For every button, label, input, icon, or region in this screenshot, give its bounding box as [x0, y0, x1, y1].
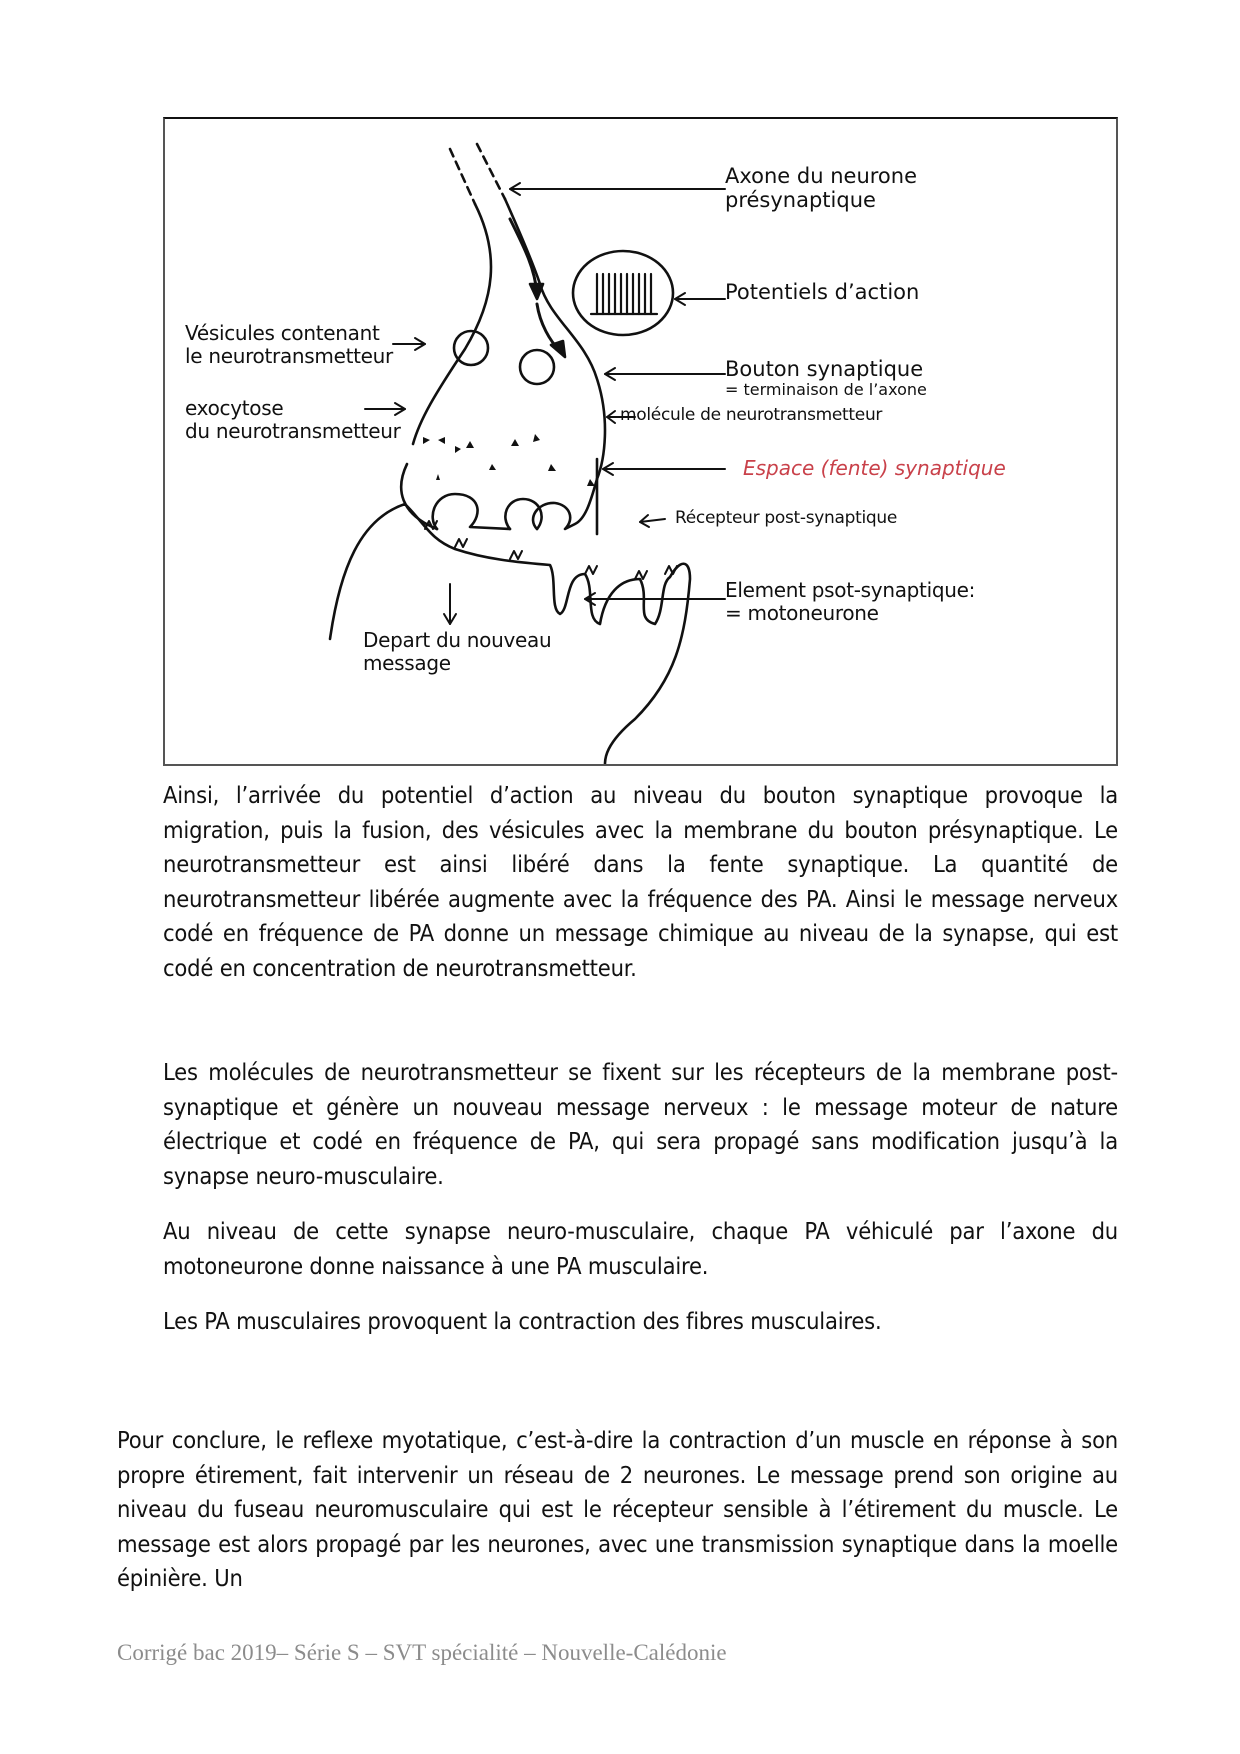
synapse-diagram — [163, 117, 1118, 766]
label-element-post-synaptique: Element psot-synaptique: = motoneurone — [725, 578, 976, 625]
label-espace-synaptique: Espace (fente) synaptique — [743, 456, 1006, 480]
label-recepteur-post-synaptique: Récepteur post-synaptique — [675, 508, 898, 528]
label-exocytose: exocytose du neurotransmetteur — [185, 396, 401, 443]
paragraph-synapse-neuro-musculaire: Au niveau de cette synapse neuro-musculaire, chaque PA véhiculé par l’axone du motoneurone donne naissance à une PA musculaire. — [163, 1217, 1118, 1280]
label-potentiels-action: Potentiels d’action — [725, 280, 920, 304]
page-footer: Corrigé bac 2019– Série S – SVT spécialité – Nouvelle-Calédonie — [117, 1640, 727, 1665]
label-vesicules: Vésicules contenant le neurotransmetteur — [185, 321, 393, 368]
label-molecule-neurotransmetteur: molécule de neurotransmetteur — [620, 405, 883, 425]
paragraph-recepteurs-post-synaptiques: Les molécules de neurotransmetteur se fixent sur les récepteurs de la membrane post-synaptique et génère un nouveau message nerveux : le message moteur de nature électrique et codé en fréquence de PA, qui sera propagé sans modification jusqu’à la synapse neuro-musculaire. — [163, 1058, 1118, 1190]
label-depart-nouveau-message: Depart du nouveau message — [363, 628, 552, 675]
label-axone-presynaptique: Axone du neurone présynaptique — [725, 164, 918, 213]
paragraph-contraction-fibres: Les PA musculaires provoquent la contraction des fibres musculaires. — [163, 1307, 882, 1335]
paragraph-liberation-neurotransmetteur: Ainsi, l’arrivée du potentiel d’action au niveau du bouton synaptique provoque la migration, puis la fusion, des vésicules avec la membrane du bouton présynaptique. Le neurotransmetteur est ainsi libéré dans la fente synaptique. La quantité de neurotransmetteur libérée augmente avec la fréquence des PA. Ainsi le message nerveux codé en fréquence de PA donne un message chimique au niveau de la synapse, qui est codé en concentration de neurotransmetteur. — [163, 781, 1118, 982]
label-bouton-synaptique: Bouton synaptique = terminaison de l’axone — [725, 357, 927, 400]
paragraph-conclusion: Pour conclure, le reflexe myotatique, c’est-à-dire la contraction d’un muscle en réponse à son propre étirement, fait intervenir un réseau de 2 neurones. Le message prend son origine au niveau du fuseau neuromusculaire qui est le récepteur sensible à l’étirement du muscle. Le message est alors propagé par les neurones, avec une transmission synaptique dans la moelle épinière. Un — [117, 1426, 1118, 1592]
